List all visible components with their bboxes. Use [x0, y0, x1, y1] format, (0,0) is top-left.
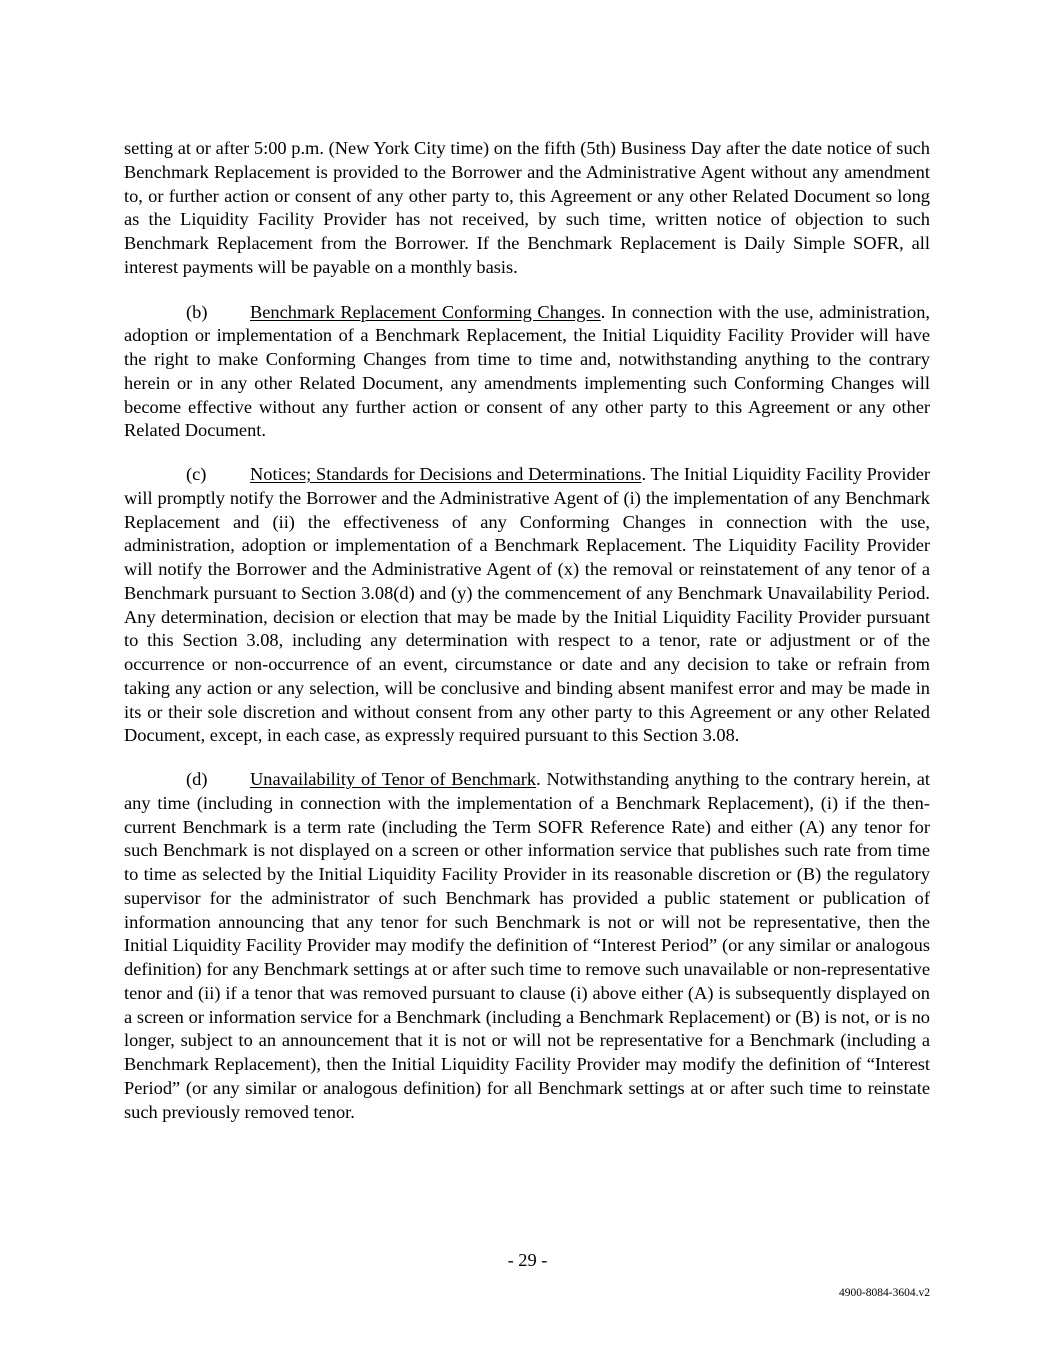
section-b-body: In connection with the use, administration, adoption or implementation of a Benchmark Replacement, the Initial Liquidity Facility Provider will have the right to make Conforming Changes from time to time and, notwithstanding anything to the contrary herein or in any other Related Document, any amendments implementing such Conforming Changes will become effective without any further action or consent of any other party to this Agreement or any other Related Document. — [124, 301, 931, 441]
section-d-heading-punct: . — [536, 769, 541, 789]
section-c-heading: Notices; Standards for Decisions and Determinations — [250, 464, 642, 484]
document-id: 4900-8084-3604.v2 — [838, 1287, 930, 1299]
section-b-heading: Benchmark Replacement Conforming Changes — [250, 301, 601, 322]
page-number: - 29 - — [507, 1250, 548, 1270]
section-b-heading-punct: . — [600, 301, 606, 322]
section-c-heading-punct: . — [641, 464, 647, 484]
section-c-paragraph — [124, 463, 930, 748]
document-page — [124, 137, 930, 1144]
section-d-body: Notwithstanding anything to the contrary herein, at any time (including in connection with the implementation of a Benchmark Replacement), (i) if the then-current Benchmark is a term rate (including the Term SOFR Reference Rate) and either (A) any tenor for such Benchmark is not displayed on a screen or other information service that publishes such rate from time to time as selected by the Initial Liquidity Facility Provider in its reasonable discretion or (B) the regulatory supervisor for the administrator of such Benchmark has provided a public statement or publication of information announcing that any tenor for such Benchmark is not or will not be representative, then the Initial Liquidity Facility Provider may modify the definition of “Interest Period” (or any similar or analogous definition) for any Benchmark settings at or after such time to remove such unavailable or non-representative tenor and (ii) if a tenor that was removed pursuant to clause (i) above either (A) is subsequently displayed on a screen or information service for a Benchmark (including a Benchmark Replacement) or (B) is not, or is no longer, subject to an announcement that it is not or will not be representative for a Benchmark (including a Benchmark Replacement), then the Initial Liquidity Facility Provider may modify the definition of “Interest Period” (or any similar or analogous definition) for all Benchmark settings at or after such time to reinstate such previously removed tenor. — [124, 769, 930, 1122]
section-d-label: (d) — [186, 769, 208, 789]
section-c-body: The Initial Liquidity Facility Provider will promptly notify the Borrower and the Administrative Agent of (i) the implementation of any Benchmark Replacement and (ii) the effectiveness of any Conforming Changes in connection with the use, administration, adoption or implementation of a Benchmark Replacement. The Liquidity Facility Provider will notify the Borrower and the Administrative Agent of (x) the removal or reinstatement of any tenor of a Benchmark pursuant to Section 3.08(d) and (y) the commencement of any Benchmark Unavailability Period. Any determination, decision or election that may be made by the Initial Liquidity Facility Provider pursuant to this Section 3.08, including any determination with respect to a tenor, rate or adjustment or of the occurrence or non-occurrence of an event, circumstance or date and any decision to take or refrain from taking any action or any selection, will be conclusive and binding absent manifest error and may be made in its or their sole discretion and without consent from any other party to this Agreement or any other Related Document, except, in each case, as expressly required pursuant to this Section 3.08. — [124, 464, 930, 746]
section-d-heading: Unavailability of Tenor of Benchmark — [250, 769, 537, 789]
section-b-label: (b) — [186, 301, 208, 322]
section-b-paragraph — [124, 301, 930, 444]
section-d-paragraph — [124, 768, 930, 1124]
section-c-label: (c) — [186, 464, 207, 484]
intro-paragraph: setting at or after 5:00 p.m. (New York City time) on the fifth (5th) Business Day after the date notice of such Benchmark Replacement is provided to the Borrower and the Administrative Agent without any amendment to, or further action or consent of any other party to, this Agreement or any other Related Document so long as the Liquidity Facility Provider has not received, by such time, written notice of objection to such Benchmark Replacement from the Borrower. If the Benchmark Replacement is Daily Simple SOFR, all interest payments will be payable on a monthly basis. — [124, 138, 930, 277]
